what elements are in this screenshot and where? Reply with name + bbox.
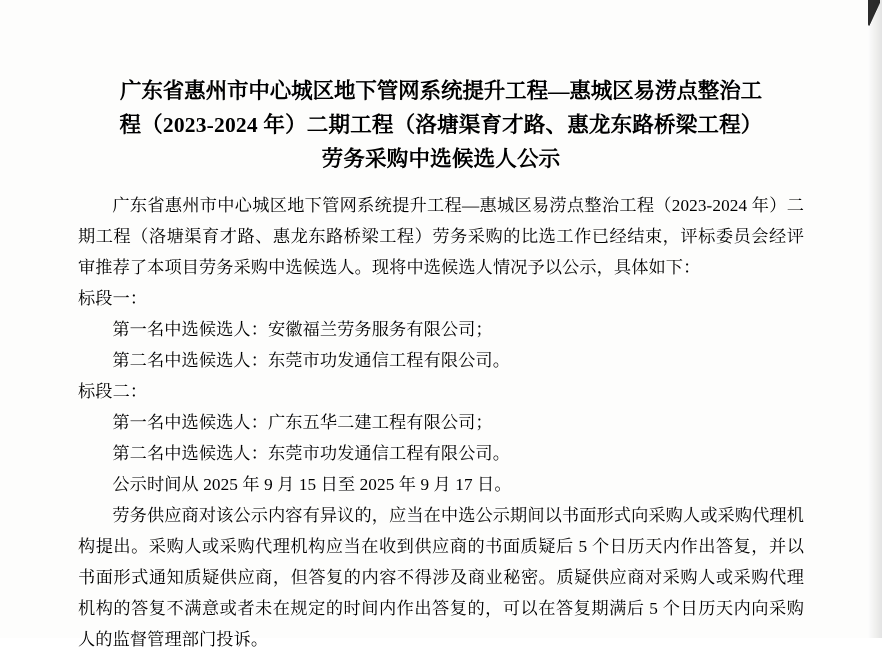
paragraph-intro: 广东省惠州市中心城区地下管网系统提升工程—惠城区易涝点整治工程（2023-2024 年）二期工程（洛塘渠育才路、惠龙东路桥梁工程）劳务采购的比选工作已经结束，评标委员会经评审推荐了本项目劳务采购中选候选人。现将中选候选人情况予以公示，具体如下： [78,196,804,277]
title-line-2: 程（2023-2024 年）二期工程（洛塘渠育才路、惠龙东路桥梁工程） [119,113,763,137]
lot-1-candidate-second: 第二名中选候选人：东莞市功发通信工程有限公司。 [112,351,511,370]
paragraph-objection-procedure: 劳务供应商对该公示内容有异议的，应当在中选公示期间以书面形式向采购人或采购代理机构提出。采购人或采购代理机构应当在收到供应商的书面质疑后 5 个日历天内作出答复，并以书面形式通知质疑供应商，但答复的内容不得涉及商业秘密。质疑供应商对采购人或采购代理机构的答复不满意或者未在规定的时间内作出答复的，可以在答复期满后 5 个日历天内向采购人的监督管理部门投诉。 [78,506,804,649]
title-line-1: 广东省惠州市中心城区地下管网系统提升工程—惠城区易涝点整治工 [119,79,762,103]
document-content [78,74,804,655]
page-corner-mark [868,0,880,26]
lot-2-candidate-second: 第二名中选候选人：东莞市功发通信工程有限公司。 [112,444,511,463]
title-line-3: 劳务采购中选候选人公示 [321,147,561,171]
page-title [78,74,804,176]
page-edge-shadow [868,0,882,638]
section-heading-lot-1: 标段一： [78,289,148,308]
section-heading-lot-2: 标段二： [78,382,148,401]
lot-2-candidate-first: 第一名中选候选人：广东五华二建工程有限公司； [112,413,493,432]
lot-1-candidate-first: 第一名中选候选人：安徽福兰劳务服务有限公司； [112,320,493,339]
publicity-period: 公示时间从 2025 年 9 月 15 日至 2025 年 9 月 17 日。 [112,475,512,494]
